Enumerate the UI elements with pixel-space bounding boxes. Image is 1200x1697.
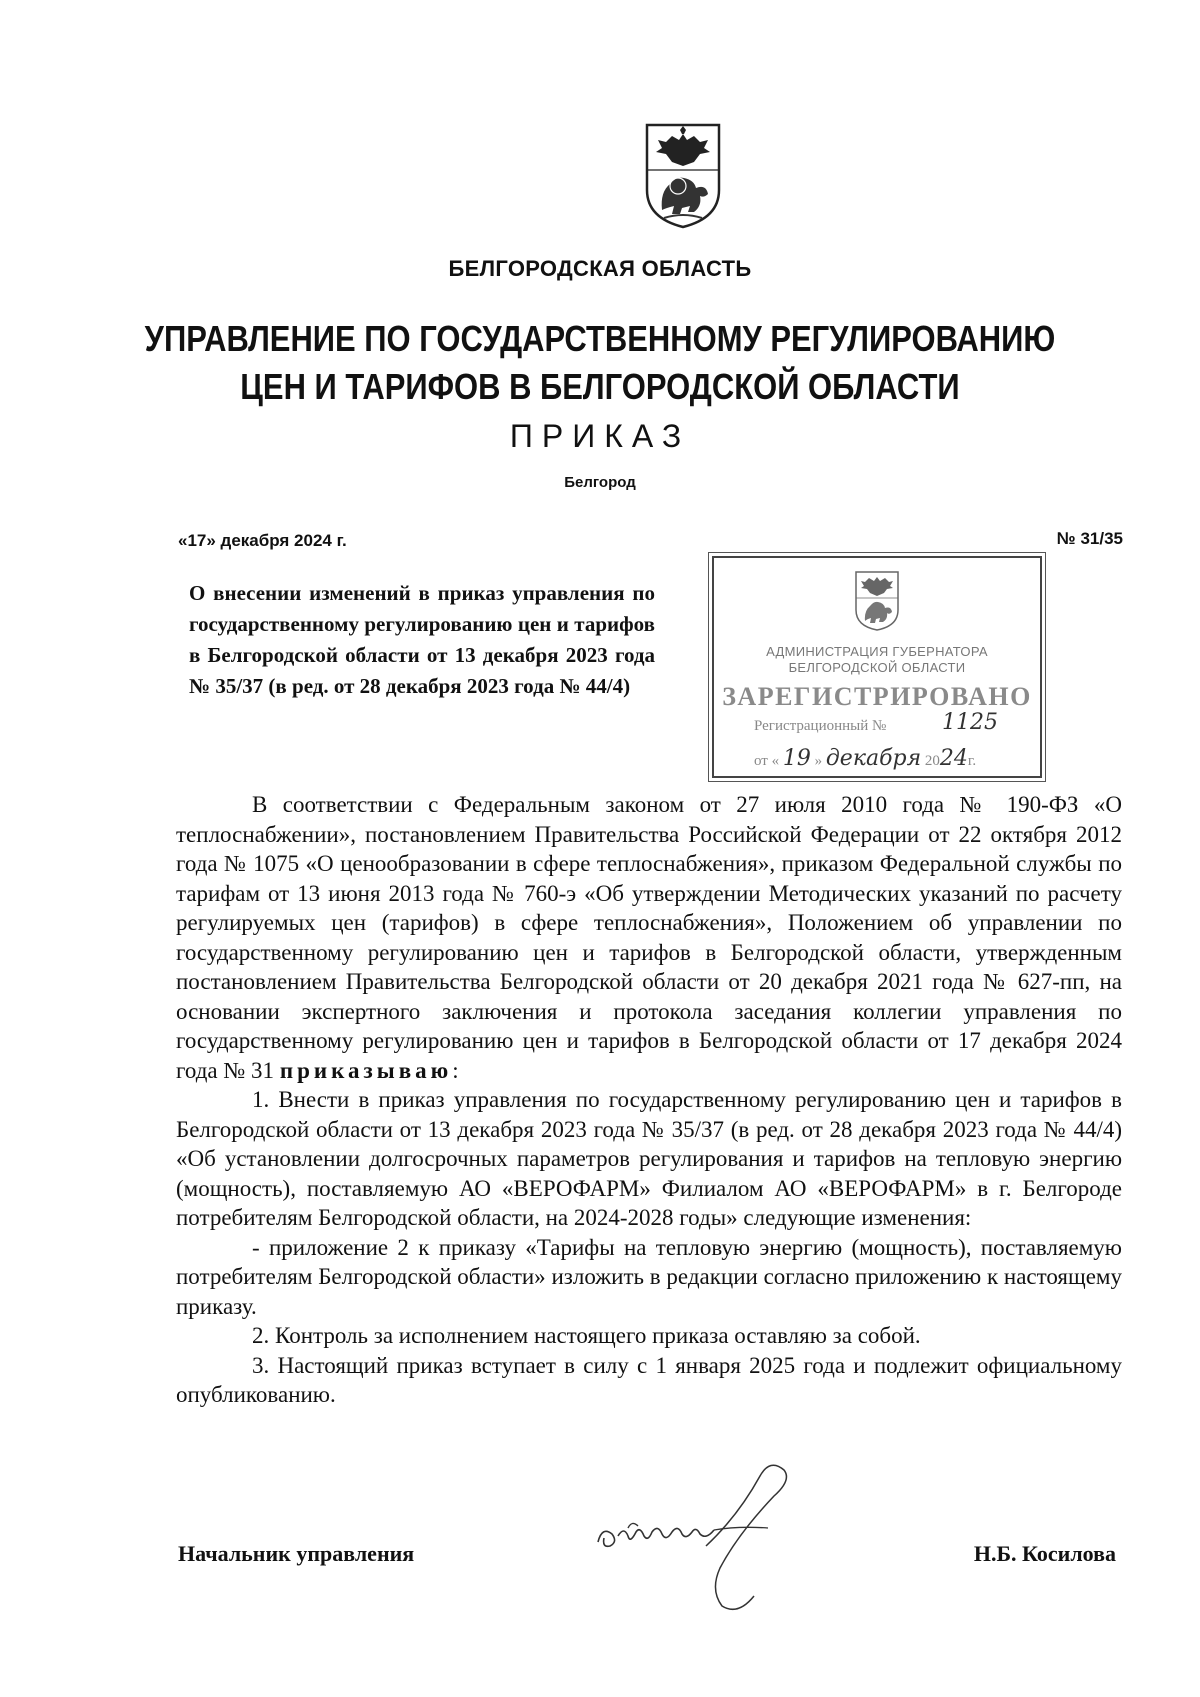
order-number: № 31/35 [1056,529,1123,548]
agency-title [84,315,1116,411]
stamp-date [754,746,976,771]
preamble-paragraph [176,790,1122,1085]
stamp-date-year-prefix: 20 [924,753,940,769]
handwritten-signature [588,1456,868,1616]
coat-of-arms-icon [644,122,722,230]
agency-title-line1: УПРАВЛЕНИЕ ПО ГОСУДАРСТВЕННОМУ РЕГУЛИРОВАНИЮ [144,318,1056,359]
signer-name: Н.Б. Косилова [973,1541,1116,1566]
item-3: 3. Настоящий приказ вступает в силу с 1 января 2025 года и подлежит официальному опубликованию. [176,1352,1122,1407]
order-colon: : [452,1057,459,1083]
document-type: ПРИКАЗ [509,418,691,454]
city-name: Белгород [564,474,636,491]
order-date: «17» декабря 2024 г. [178,531,347,550]
stamp-date-month: декабря [825,746,922,771]
stamp-date-mid: » [814,753,823,769]
stamp-date-prefix: от « [754,753,780,769]
stamp-status: ЗАРЕГИСТРИРОВАНО [722,682,1032,711]
order-subject: О внесении изменений в приказ управления по государственному регулированию цен и тарифов в Белгородской области от 13 декабря 2023 года № 35/37 (в ред. от 28 декабря 2023 года № 44/4) [189,581,655,698]
order-body [176,790,1122,1410]
order-word: приказываю [279,1057,453,1083]
item-1: 1. Внести в приказ управления по государственному регулированию цен и тарифов в Белгородской области от 13 декабря 2023 года № 35/37 (в ред. от 28 декабря 2023 года № 44/4) «Об установлении долгосрочных параметров регулирования и тарифов на тепловую энергию (мощность), поставляемую АО «ВЕРОФАРМ» Филиалом АО «ВЕРОФАРМ» в г. Белгороде потребителям Белгородской области, на 2024-2028 годы» следующие изменения: [176,1087,1122,1230]
agency-title-line2: ЦЕН И ТАРИФОВ В БЕЛГОРОДСКОЙ ОБЛАСТИ [240,366,960,407]
stamp-date-suffix: г. [967,753,977,769]
stamp-reg-label: Регистрационный № [754,718,887,734]
stamp-authority-line1: АДМИНИСТРАЦИЯ ГУБЕРНАТОРА [766,644,988,659]
item-2: 2. Контроль за исполнением настоящего приказа оставляю за собой. [252,1323,921,1348]
preamble-text: В соответствии с Федеральным законом от 27 июля 2010 года № 190-ФЗ «О теплоснабжении», постановлением Правительства Российской Федерации от 22 октября 2012 года № 1075 «О ценообразовании в сфере теплоснабжения», приказом Федеральной службы по тарифам от 13 июня 2013 года № 760-э «Об утверждении Методических указаний по расчету регулируемых цен (тарифов) в сфере теплоснабжения», Положением об управлении по государственному регулированию цен и тарифов в Белгородской области, утвержденным постановлением Правительства Белгородской области от 20 декабря 2021 года № 627-пп, на основании экспертного заключения и протокола заседания коллегии управления по государственному регулированию цен и тарифов в Белгородской области от 17 декабря 2024 года № 31 [176,792,1122,1083]
signer-title: Начальник управления [178,1541,415,1566]
stamp-authority-line2: БЕЛГОРОДСКОЙ ОБЛАСТИ [788,660,966,675]
region-title: БЕЛГОРОДСКАЯ ОБЛАСТЬ [448,256,752,281]
registration-stamp [712,556,1042,778]
item-1-sub: - приложение 2 к приказу «Тарифы на тепловую энергию (мощность), поставляемую потребителям Белгородской области» изложить в редакции согласно приложению к настоящему приказу. [176,1234,1122,1319]
stamp-coat-of-arms-icon [854,570,900,632]
stamp-date-year: 24 [939,746,968,771]
stamp-date-day: 19 [782,746,811,771]
stamp-reg-number: 1125 [942,710,998,735]
